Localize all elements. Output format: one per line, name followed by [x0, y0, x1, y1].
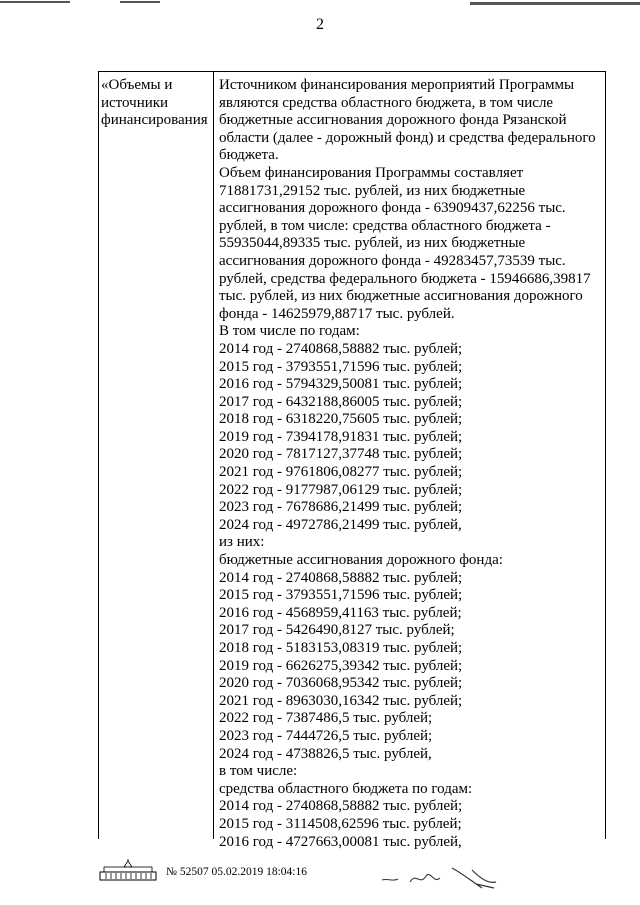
content-line: 2021 год - 9761806,08277 тыс. рублей; [219, 464, 463, 481]
content-line: 71881731,29152 тыс. рублей, из них бюджетные [219, 182, 526, 199]
content-line: средства областного бюджета по годам: [219, 780, 473, 797]
table-content-cell [219, 77, 605, 851]
content-line: бюджетные ассигнования дорожного фонда Рязанской [219, 112, 567, 129]
content-line: фонда - 14625979,88717 тыс. рублей. [219, 305, 455, 322]
content-line: 2014 год - 2740868,58882 тыс. рублей; [219, 340, 463, 357]
registration-stamp: № 52507 05.02.2019 18:04:16 [166, 866, 307, 878]
content-line: 2021 год - 8963030,16342 тыс. рублей; [219, 692, 463, 709]
content-line: 2018 год - 6318220,75605 тыс. рублей; [219, 411, 463, 428]
content-line: 2024 год - 4738826,5 тыс. рублей, [219, 745, 432, 762]
content-line: 2016 год - 4568959,41163 тыс. рублей; [219, 604, 462, 621]
content-line: 2020 год - 7036068,95342 тыс. рублей; [219, 675, 463, 692]
label-line: «Объемы и [101, 77, 173, 93]
content-line: 2016 год - 4727663,00081 тыс. рублей, [219, 833, 462, 850]
content-line: 2018 год - 5183153,08319 тыс. рублей; [219, 640, 463, 656]
content-line: ассигнования дорожного фонда - 49283457,73539 тыс. [219, 252, 566, 269]
content-line: являются средства областного бюджета, в том числе [219, 94, 554, 111]
content-line: ассигнования дорожного фонда - 63909437,62256 тыс. [219, 200, 566, 217]
scan-top-edge [0, 0, 640, 6]
content-line: 2020 год - 7817127,37748 тыс. рублей; [219, 446, 463, 463]
label-line: источники [101, 94, 169, 111]
content-line: рублей, средства федерального бюджета - 15946686,39817 [219, 270, 591, 287]
content-line: 2019 год - 6626275,39342 тыс. рублей; [219, 657, 463, 674]
page-number: 2 [316, 16, 324, 33]
content-line: в том числе: [219, 763, 298, 780]
content-line: 2024 год - 4972786,21499 тыс. рублей, [219, 516, 462, 533]
content-line: 2023 год - 7678686,21499 тыс. рублей; [219, 499, 463, 516]
building-logo-icon [96, 858, 160, 882]
content-line: 2022 год - 9177987,06129 тыс. рублей; [219, 481, 463, 498]
content-line: тыс. рублей, из них бюджетные ассигнования дорожного [219, 288, 583, 305]
content-line: 2019 год - 7394178,91831 тыс. рублей; [219, 428, 463, 445]
content-line: бюджета. [219, 147, 279, 164]
content-line: 55935044,89335 тыс. рублей, из них бюджетные [219, 235, 526, 252]
content-line: 2015 год - 3793551,71596 тыс. рублей; [219, 358, 463, 375]
content-line: из них: [219, 534, 265, 551]
content-line: 2022 год - 7387486,5 тыс. рублей; [219, 710, 433, 727]
content-line: области (далее - дорожный фонд) и средства федерального [219, 129, 596, 146]
column-divider [213, 72, 214, 839]
content-line: Источником финансирования мероприятий Программы [219, 77, 575, 93]
signature-icon [380, 858, 510, 894]
content-line: 2015 год - 3114508,62596 тыс. рублей; [219, 815, 462, 832]
content-line: 2014 год - 2740868,58882 тыс. рублей; [219, 569, 463, 586]
content-line: рублей, в том числе: средства областного бюджета - [219, 217, 551, 234]
content-line: В том числе по годам: [219, 323, 360, 340]
content-line: 2017 год - 5426490,8127 тыс. рублей; [219, 622, 455, 639]
content-line: 2017 год - 6432188,86005 тыс. рублей; [219, 393, 463, 410]
content-line: 2016 год - 5794329,50081 тыс. рублей; [219, 376, 463, 393]
content-line: 2014 год - 2740868,58882 тыс. рублей; [219, 798, 463, 815]
content-line: 2023 год - 7444726,5 тыс. рублей; [219, 727, 433, 744]
content-line: 2015 год - 3793551,71596 тыс. рублей; [219, 587, 463, 604]
content-line: бюджетные ассигнования дорожного фонда: [219, 552, 503, 569]
financing-table [98, 71, 606, 850]
label-line: финансирования [101, 112, 208, 129]
table-label-cell [101, 77, 213, 130]
content-line: Объем финансирования Программы составляет [219, 164, 524, 181]
